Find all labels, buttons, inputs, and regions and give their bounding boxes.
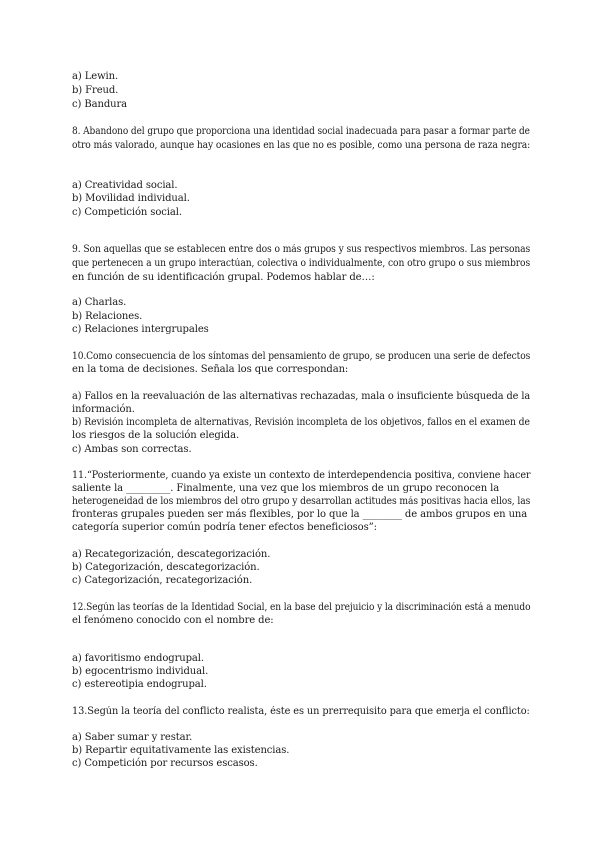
q10-option-c: c) Ambas son correctas. <box>72 444 192 455</box>
question-8-line-2: otro más valorado, aunque hay ocasiones en las que no es posible, como una persona de raza negra: <box>72 140 531 151</box>
question-9-line-1: 9. Son aquellas que se establecen entre dos o más grupos y sus respectivos miembros. Las personas <box>72 244 531 255</box>
q8-option-b: b) Movilidad individual. <box>72 193 190 204</box>
q13-option-c: c) Competición por recursos escasos. <box>72 758 258 769</box>
q8-option-a: a) Creatividad social. <box>72 180 178 191</box>
q9-option-a: a) Charlas. <box>72 297 127 308</box>
question-9-line-2: que pertenecen a un grupo interactúan, colectiva o individualmente, con otro grupo o sus miembros <box>72 258 531 269</box>
question-10-line-1: 10.Como consecuencia de los síntomas del pensamiento de grupo, se producen una serie de defectos <box>72 351 531 362</box>
question-12-line-2: el fenómeno conocido con el nombre de: <box>72 615 274 626</box>
question-10-line-2: en la toma de decisiones. Señala los que correspondan: <box>72 364 349 375</box>
question-11-line-2: saliente la _________. Finalmente, una vez que los miembros de un grupo reconocen la <box>72 483 500 494</box>
question-8-line-1: 8. Abandono del grupo que proporciona una identidad social inadecuada para pasar a formar parte de <box>72 126 530 137</box>
question-11-line-3: heterogeneidad de los miembros del otro grupo y desarrollan actitudes más positivas hacia ellos, las <box>72 496 531 507</box>
question-9-line-3: en función de su identificación grupal. Podemos hablar de…: <box>72 272 375 283</box>
q8-option-c: c) Competición social. <box>72 207 182 218</box>
option-c-prev: c) Bandura <box>72 99 128 110</box>
question-12-line-1: 12.Según las teorías de la Identidad Social, en la base del prejuicio y la discriminación está a menudo <box>72 602 531 613</box>
question-13: 13.Según la teoría del conflicto realista, éste es un prerrequisito para que emerja el conflicto: <box>72 706 530 717</box>
question-11-line-5: categoría superior común podría tener efectos beneficiosos”: <box>72 522 377 533</box>
q10-option-a-line-2: información. <box>72 404 135 415</box>
q10-option-b-line-1: b) Revisión incompleta de alternativas, Revisión incompleta de los objetivos, fallos en el examen de <box>72 417 530 428</box>
q10-option-a-line-1: a) Fallos en la reevaluación de las alternativas rechazadas, mala o insuficiente búsqueda de la <box>72 391 531 402</box>
q12-option-c: c) estereotipia endogrupal. <box>72 679 207 690</box>
q9-option-b: b) Relaciones. <box>72 311 143 322</box>
q12-option-a: a) favoritismo endogrupal. <box>72 653 204 664</box>
q13-option-b: b) Repartir equitativamente las existencias. <box>72 745 290 756</box>
option-a-prev: a) Lewin. <box>72 71 119 82</box>
q12-option-b: b) egocentrismo individual. <box>72 666 209 677</box>
question-11-line-4: fronteras grupales pueden ser más flexibles, por lo que la ________ de ambos grupos en una <box>72 509 528 520</box>
q9-option-c: c) Relaciones intergrupales <box>72 324 209 335</box>
question-11-line-1: 11.“Posteriormente, cuando ya existe un contexto de interdependencia positiva, conviene hacer <box>72 470 531 481</box>
q10-option-b-line-2: los riesgos de la solución elegida. <box>72 430 240 441</box>
q11-option-c: c) Categorización, recategorización. <box>72 575 253 586</box>
q13-option-a: a) Saber sumar y restar. <box>72 732 193 743</box>
q11-option-b: b) Categorización, descategorización. <box>72 562 260 573</box>
q11-option-a: a) Recategorización, descategorización. <box>72 549 271 560</box>
option-b-prev: b) Freud. <box>72 85 119 96</box>
